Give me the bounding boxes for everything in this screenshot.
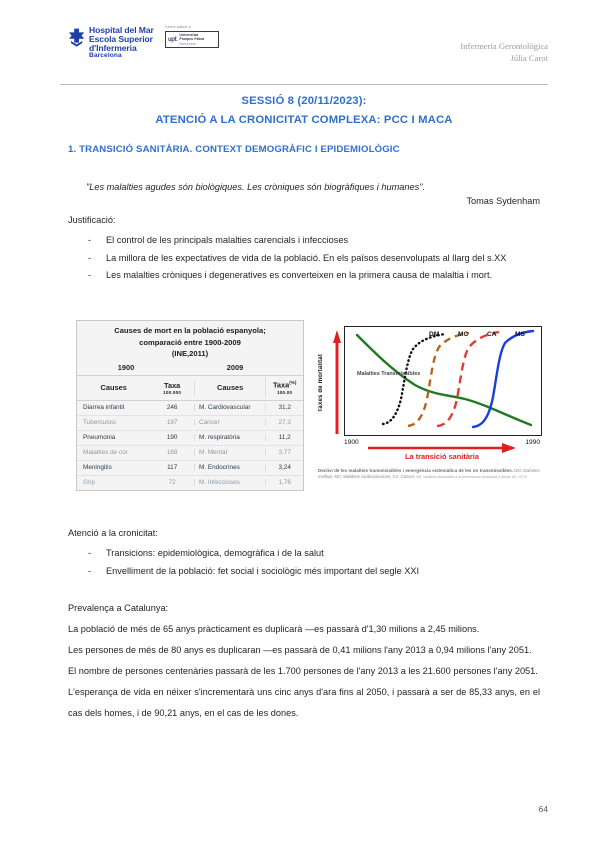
chart-annotation-transmissibles: Malalties Transmissibles	[357, 371, 421, 377]
upf-name-line-2: Pompeu Fabra	[179, 37, 205, 42]
chart-caption	[318, 468, 552, 480]
upf-logo-box	[165, 31, 219, 48]
cell-cause-1900: Meningitis	[83, 464, 112, 471]
upf-name-line-1: Universitat	[179, 33, 199, 38]
table-title-line-2: comparació entre 1900-2009	[139, 337, 241, 347]
cell-rate-2009: 3,24	[265, 464, 303, 471]
bullet-dash: -	[88, 235, 92, 245]
cell-cause-2009: M. Endocrines	[194, 464, 265, 471]
section-quote: "Les malalties agudes són biològiques. Les cròniques són biogràfiques i humanes".	[86, 182, 426, 192]
page-number: 64	[538, 804, 548, 814]
prevalence-block	[68, 598, 540, 724]
year-header-1900: 1900	[117, 362, 135, 372]
list-item-text: La millora de les expectatives de vida de la població. En els països desenvolupats al llarg del s.XX	[106, 252, 507, 263]
column-header-rate-1900	[150, 378, 194, 398]
justification-label: Justificació:	[68, 215, 116, 225]
justification-list	[68, 232, 540, 285]
upf-mark: upf.	[168, 36, 178, 43]
cell-cause-1900: Malalties de cor	[83, 449, 128, 456]
section-heading: 1. TRANSICIÓ SANITÀRIA. CONTEXT DEMOGRÀFIC I EPIDEMIOLÒGIC	[68, 144, 400, 155]
chart-y-axis-label: Taxes de mortalitat	[318, 353, 324, 413]
cell-rate-1900: 246	[166, 404, 178, 411]
cell-cause-1900: Grip	[83, 479, 96, 486]
logo-line-1: Hospital del Mar	[89, 25, 154, 35]
chart-x-axis	[344, 438, 540, 452]
author-name: Júlia Carot	[510, 53, 548, 63]
table-year-headers	[77, 361, 303, 375]
column-header-rate-2009	[265, 377, 303, 397]
hospital-cross-icon	[68, 28, 85, 47]
upf-name-line-3: Barcelona	[179, 41, 196, 46]
chart-series-label-ms: MS	[515, 331, 525, 338]
cell-rate-2009: 11,2	[265, 434, 303, 441]
header-course-info	[460, 40, 548, 64]
prevalence-paragraph: Les persones de més de 80 anys es duplicaran —es passarà de 0,41 milions l'any 2013 a 0,94 milions l'any 2051.	[68, 645, 532, 655]
chart-series-label-mc: MC	[458, 331, 469, 338]
cell-cause-2009: M. Infeccioses	[194, 479, 265, 486]
bullet-dash: -	[88, 565, 92, 576]
quote-author: Tomas Sydenham	[466, 196, 540, 206]
list-item-text: Envelliment de la població: fet social i sociològic més important del segle XXI	[106, 565, 420, 576]
logo-line-2: Escola Superior	[89, 33, 153, 44]
prevalence-label: Prevalença a Catalunya:	[68, 603, 169, 613]
rate-unit-2009: (%)	[289, 380, 297, 386]
affiliation-caption: Centre adscrit a	[165, 25, 191, 29]
prevalence-paragraph: El nombre de persones centenàries passarà de les 1.700 persones de l'any 2013 a les 21.600 persones l'any 2051.	[68, 666, 538, 676]
cell-rate-2009: 31,2	[265, 404, 303, 411]
cell-rate-1900: 197	[166, 419, 178, 426]
list-item-text: Les malalties cròniques i degeneratives es converteixen en la primera causa de malaltia i mort.	[106, 270, 493, 280]
transition-chart	[318, 322, 548, 498]
upf-affiliation-logo	[165, 25, 223, 48]
table-row	[77, 401, 303, 416]
cell-rate-1900: 190	[166, 434, 178, 441]
list-item	[68, 232, 540, 249]
cell-rate-1900: 72	[168, 479, 176, 486]
table-row	[77, 476, 303, 490]
table-row	[77, 416, 303, 431]
table-title-line-3: (INE,2011)	[171, 349, 209, 358]
header-divider	[60, 84, 548, 85]
institution-logo	[68, 26, 154, 61]
cell-rate-2009: 27,3	[265, 419, 303, 426]
cell-rate-2009: 3,77	[265, 449, 303, 456]
attention-list	[68, 545, 540, 580]
list-item	[68, 250, 540, 267]
cell-cause-1900: Pneumonia	[83, 434, 116, 441]
table-column-headers	[77, 375, 303, 401]
caption-strong: Declivi de les malalties transmissibles i emergència sistemàtica de les no transmissibles.	[318, 468, 514, 473]
column-header-cause-1900: Causes	[100, 383, 127, 392]
title-line-1: SESSIÓ 8 (20/11/2023):	[241, 95, 367, 107]
bullet-dash: -	[88, 270, 92, 280]
prevalence-paragraph: L'esperança de vida en néixer s'incrementarà uns cinc anys d'ara fins al 2050, i passarà a ser de 85,33 anys, en el cas dels homes, i de 90,21 anys, en el cas de les dones.	[68, 687, 540, 718]
table-row	[77, 431, 303, 446]
cell-cause-2009: M. Mental	[194, 449, 265, 456]
cell-rate-1900: 117	[167, 464, 178, 471]
attention-label: Atenció a la cronicitat:	[68, 528, 158, 538]
table-title	[77, 321, 303, 361]
cell-cause-2009: Càncer	[194, 419, 265, 426]
rate-label-1900: Taxa	[164, 380, 181, 390]
list-item-text: El control de les principals malalties carencials i infeccioses	[106, 235, 349, 245]
chart-x-axis-label: La transició sanitària	[405, 452, 479, 461]
cell-cause-1900: Diarrea infantil	[83, 404, 125, 411]
caption-small: MS: Malalties associades a la senescència (Adaptada d'Omran AR, 1971)	[416, 474, 528, 479]
course-name: Infermeria Gerontològica	[460, 41, 548, 51]
logo-line-3: d'Infermeria	[89, 42, 137, 53]
prevalence-paragraph: La població de més de 65 anys pràcticament es duplicarà —es passarà d'1,30 milions a 2,45 milions.	[68, 624, 480, 634]
table-title-line-1: Causes de mort en la població espanyola;	[114, 326, 266, 335]
cell-rate-1900: 169	[166, 449, 178, 456]
cell-cause-1900: Tuberculosi	[83, 419, 116, 426]
table-row	[77, 461, 303, 476]
list-item-text: Transicions: epidemiològica, demogràfica i de la salut	[106, 548, 324, 558]
x-tick-1900: 1900	[344, 439, 359, 446]
year-header-2009: 2009	[226, 362, 244, 372]
rate-denominator-1900: 100.000	[163, 389, 182, 395]
chart-series-label-dm: DM	[429, 331, 440, 338]
table-row	[77, 446, 303, 461]
logo-line-4: Barcelona	[89, 52, 122, 60]
chart-plot-area	[344, 326, 542, 436]
y-axis-arrow-icon	[333, 330, 341, 434]
figure-row	[76, 320, 548, 500]
list-item	[68, 267, 540, 284]
chart-series-label-ca: CA	[487, 331, 497, 338]
mortality-causes-table	[76, 320, 304, 491]
cell-cause-2009: M. Cardiovascular	[194, 404, 265, 411]
cell-cause-2009: M. respiratòria	[194, 434, 265, 441]
list-item	[68, 545, 540, 562]
list-item	[68, 563, 540, 580]
title-line-2: ATENCIÓ A LA CRONICITAT COMPLEXA: PCC I MACA	[155, 114, 453, 126]
page-header	[60, 24, 548, 82]
caption-rest: DM: Diabetes mellitus, MC: Malalties cardiovasculars, CA: Càncer,	[318, 468, 540, 479]
logo-wordmark	[89, 26, 154, 61]
page-title	[60, 92, 548, 130]
column-header-cause-2009: Causes	[194, 380, 265, 395]
x-tick-1990: 1990	[525, 439, 540, 446]
rate-denominator-2009: 100.00	[277, 389, 293, 395]
cell-rate-2009: 1,76	[265, 479, 303, 486]
bullet-dash: -	[88, 548, 92, 558]
bullet-dash: -	[88, 252, 92, 263]
upf-name	[179, 33, 204, 45]
rate-label-2009: Taxa	[272, 380, 290, 390]
